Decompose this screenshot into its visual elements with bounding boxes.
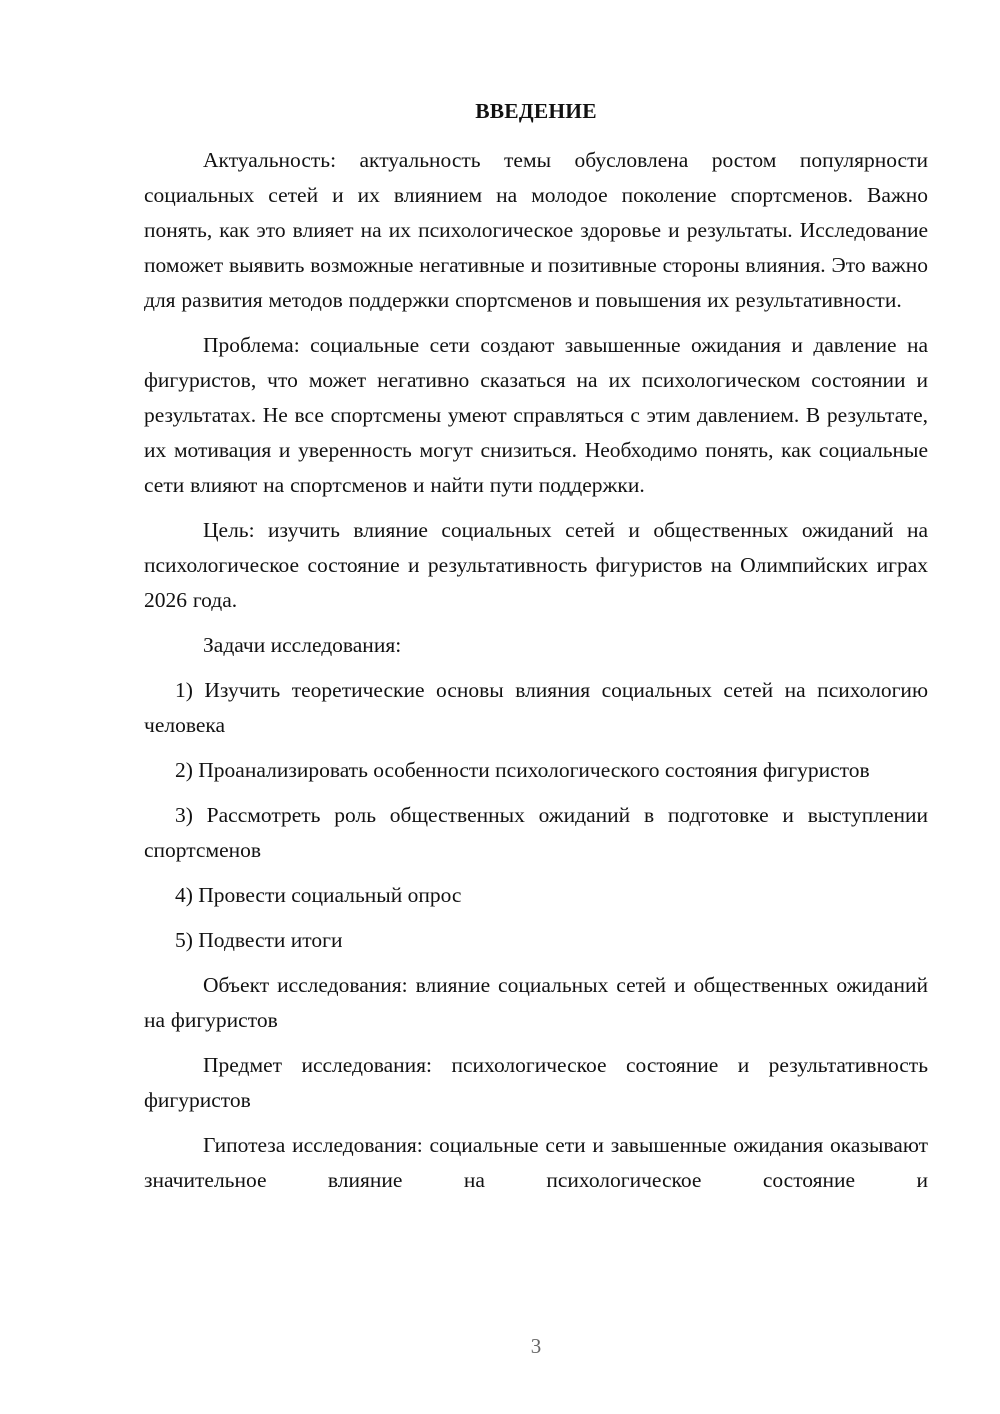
subject-paragraph: Предмет исследования: психологическое состояние и результативность фигуристов bbox=[144, 1053, 928, 1112]
task-item-3: 3) Рассмотреть роль общественных ожиданий в подготовке и выступлении спортсменов bbox=[144, 803, 928, 862]
section-heading: ВВЕДЕНИЕ bbox=[475, 99, 597, 123]
goal-paragraph: Цель: изучить влияние социальных сетей и общественных ожиданий на психологическое состояние и результативность фигуристов на Олимпийских играх 2026 года. bbox=[144, 518, 928, 612]
tasks-heading: Задачи исследования: bbox=[203, 633, 402, 657]
relevance-paragraph: Актуальность: актуальность темы обусловлена ростом популярности социальных сетей и их влиянием на молодое поколение спортсменов. Важно понять, как это влияет на их психологическое здоровье и результаты. Исследование поможет выявить возможные негативные и позитивные стороны влияния. Это важно для развития методов поддержки спортсменов и повышения их результативности. bbox=[144, 148, 928, 312]
task-item-4: 4) Провести социальный опрос bbox=[175, 883, 462, 907]
page-content bbox=[144, 96, 928, 1198]
task-item-5: 5) Подвести итоги bbox=[175, 928, 343, 952]
problem-paragraph: Проблема: социальные сети создают завышенные ожидания и давление на фигуристов, что может негативно сказаться на их психологическом состоянии и результатах. Не все спортсмены умеют справляться с этим давлением. В результате, их мотивация и уверенность могут снизиться. Необходимо понять, как социальные сети влияют на спортсменов и найти пути поддержки. bbox=[144, 333, 928, 497]
task-item-1: 1) Изучить теоретические основы влияния социальных сетей на психологию человека bbox=[144, 678, 928, 737]
page-number: 3 bbox=[530, 1334, 542, 1358]
hypothesis-paragraph: Гипотеза исследования: социальные сети и завышенные ожидания оказывают значительное влияние на психологическое состояние и bbox=[144, 1133, 928, 1192]
task-item-2: 2) Проанализировать особенности психологического состояния фигуристов bbox=[175, 758, 870, 782]
object-paragraph: Объект исследования: влияние социальных сетей и общественных ожиданий на фигуристов bbox=[144, 973, 928, 1032]
